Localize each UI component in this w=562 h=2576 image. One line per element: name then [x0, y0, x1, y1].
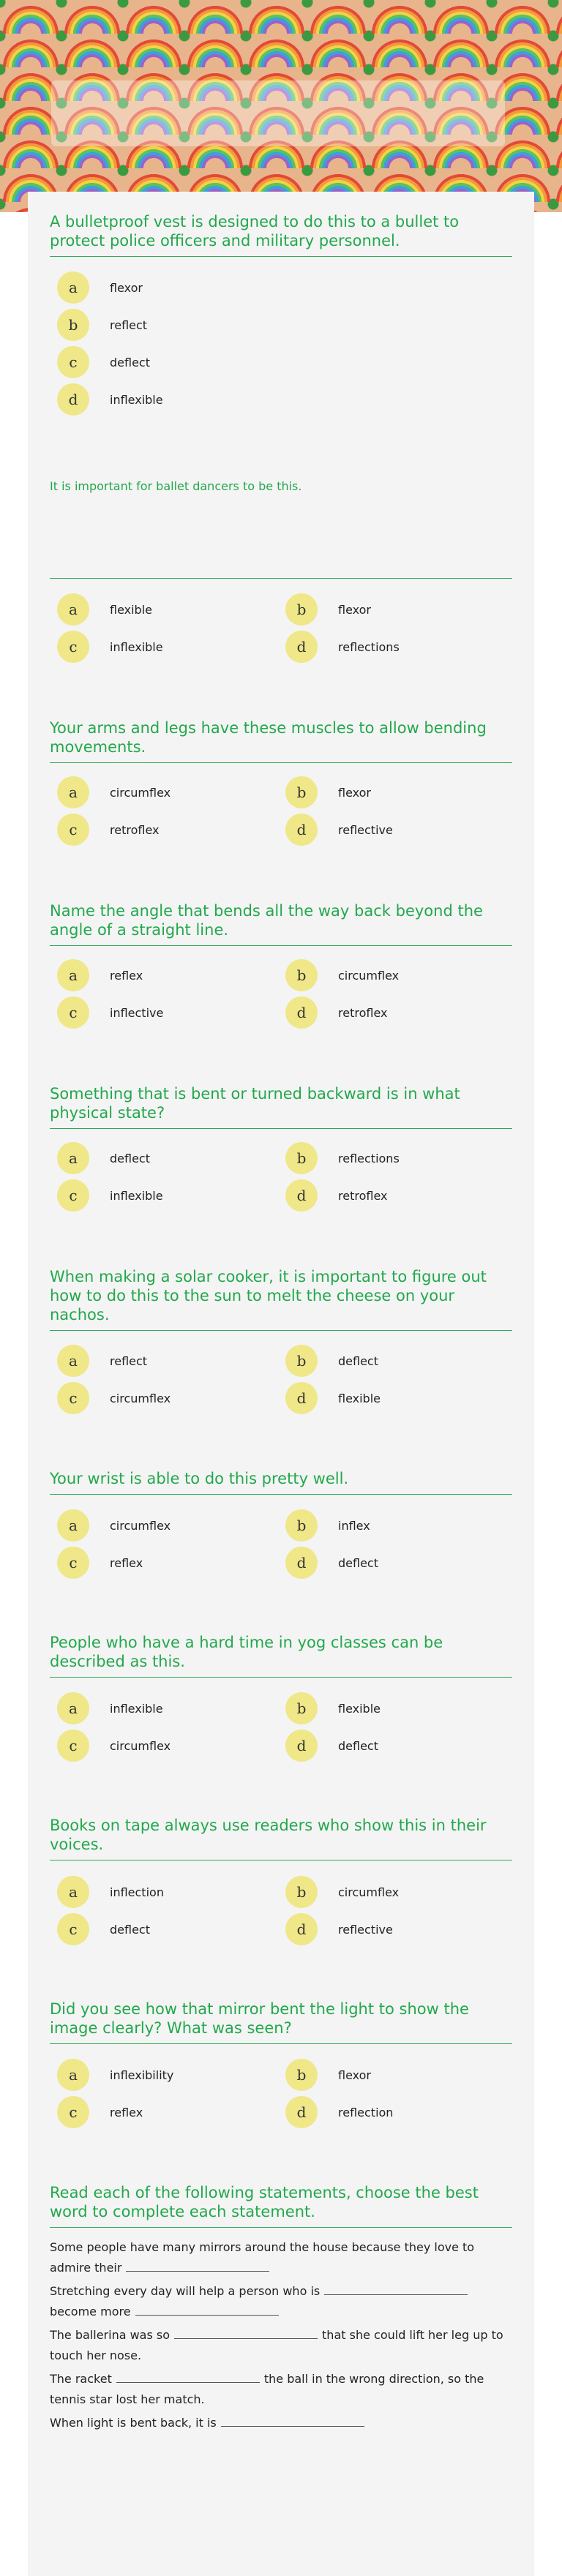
option-b[interactable]	[285, 1142, 400, 1174]
option-letter: c	[57, 631, 89, 663]
option-text: flexor	[338, 785, 371, 800]
statement-text: The racket	[50, 2372, 112, 2386]
option-b[interactable]	[285, 1509, 370, 1542]
option-letter: b	[285, 2059, 318, 2091]
option-d[interactable]	[285, 814, 393, 846]
section-title: Read each of the following statements, choose the best word to complete each statement.	[50, 2183, 512, 2228]
option-text: retroflex	[338, 1005, 388, 1020]
option-text: retroflex	[338, 1188, 388, 1203]
option-c[interactable]	[57, 1382, 171, 1414]
option-letter: b	[57, 309, 89, 341]
question-title: Your arms and legs have these muscles to allow bending movements.	[50, 718, 512, 763]
option-letter: c	[57, 1382, 89, 1414]
question-9	[50, 1816, 512, 1860]
option-text: inflex	[338, 1518, 370, 1533]
option-a[interactable]	[57, 271, 143, 304]
option-text: circumflex	[338, 968, 400, 983]
option-d[interactable]	[285, 1913, 393, 1945]
option-letter: b	[285, 593, 318, 626]
answer-blank[interactable]	[126, 2259, 269, 2272]
option-text: flexor	[110, 280, 143, 295]
question-title: Name the angle that bends all the way back beyond the angle of a straight line.	[50, 901, 512, 946]
question-5	[50, 1084, 512, 1129]
fill-in-sentences	[50, 2237, 512, 2436]
option-c[interactable]	[57, 346, 150, 378]
option-letter: c	[57, 1547, 89, 1579]
option-text: reflective	[338, 822, 393, 837]
question-10	[50, 1999, 512, 2044]
option-c[interactable]	[57, 1179, 163, 1212]
option-letter: a	[57, 959, 89, 991]
option-a[interactable]	[57, 959, 143, 991]
option-c[interactable]	[57, 814, 159, 846]
statement-text: The ballerina was so	[50, 2328, 171, 2342]
option-letter: a	[57, 1345, 89, 1377]
option-c[interactable]	[57, 1913, 150, 1945]
question-title: Something that is bent or turned backward is in what physical state?	[50, 1084, 512, 1129]
option-letter: d	[285, 814, 318, 846]
option-a[interactable]	[57, 1142, 150, 1174]
option-text: reflect	[110, 1353, 148, 1368]
option-letter: c	[57, 1730, 89, 1762]
question-divider	[50, 495, 512, 579]
statement-text: Some people have many mirrors around the house because they love to admire their	[50, 2240, 475, 2275]
option-text: retroflex	[110, 822, 160, 837]
option-letter: a	[57, 271, 89, 304]
option-c[interactable]	[57, 1730, 171, 1762]
option-text: circumflex	[110, 1738, 171, 1753]
option-a[interactable]	[57, 776, 171, 808]
option-b[interactable]	[57, 309, 147, 341]
option-letter: b	[285, 1509, 318, 1542]
option-letter: c	[57, 1179, 89, 1212]
option-text: inflexible	[110, 639, 163, 654]
option-text: inflexible	[110, 392, 163, 407]
option-text: flexible	[338, 1391, 381, 1405]
option-letter: d	[285, 996, 318, 1029]
statement-text: become more	[50, 2305, 131, 2318]
question-title: Did you see how that mirror bent the light to show the image clearly? What was seen?	[50, 1999, 512, 2044]
option-a[interactable]	[57, 1876, 164, 1908]
question-7	[50, 1469, 512, 1495]
question-2	[50, 478, 512, 579]
option-text: reflections	[338, 639, 400, 654]
option-letter: d	[285, 1179, 318, 1212]
answer-blank[interactable]	[221, 2414, 364, 2427]
statement-4	[50, 2369, 512, 2410]
question-title: People who have a hard time in yog classes can be described as this.	[50, 1633, 512, 1678]
option-b[interactable]	[285, 776, 371, 808]
option-a[interactable]	[57, 1692, 163, 1724]
option-letter: a	[57, 1142, 89, 1174]
option-letter: b	[285, 1876, 318, 1908]
question-title: When making a solar cooker, it is important to figure out how to do this to the sun to melt the cheese on your nachos.	[50, 1267, 512, 1331]
answer-blank[interactable]	[174, 2327, 318, 2339]
option-text: deflect	[110, 355, 150, 369]
option-letter: d	[285, 1547, 318, 1579]
question-title: Books on tape always use readers who show this in their voices.	[50, 1816, 512, 1860]
option-text: deflect	[338, 1353, 378, 1368]
option-letter: d	[285, 1730, 318, 1762]
option-text: flexible	[338, 1701, 381, 1716]
answer-blank[interactable]	[135, 2303, 279, 2316]
option-letter: d	[285, 2096, 318, 2128]
statement-text: Stretching every day will help a person who is	[50, 2284, 321, 2298]
statement-5	[50, 2413, 512, 2433]
option-letter: c	[57, 346, 89, 378]
question-3	[50, 718, 512, 763]
option-text: circumflex	[110, 1518, 171, 1533]
question-1	[50, 212, 512, 257]
statement-3	[50, 2325, 512, 2366]
question-6	[50, 1267, 512, 1331]
option-letter: d	[285, 1382, 318, 1414]
option-letter: b	[285, 1345, 318, 1377]
option-letter: c	[57, 996, 89, 1029]
option-d[interactable]	[285, 1179, 387, 1212]
option-text: reflective	[338, 1922, 393, 1937]
question-title: It is important for ballet dancers to be this.	[50, 479, 302, 493]
option-b[interactable]	[285, 593, 371, 626]
option-b[interactable]	[285, 2059, 371, 2091]
option-text: deflect	[338, 1738, 378, 1753]
answer-blank[interactable]	[324, 2283, 468, 2295]
question-8	[50, 1633, 512, 1678]
option-letter: d	[57, 383, 89, 416]
option-letter: a	[57, 2059, 89, 2091]
option-d[interactable]	[285, 1730, 378, 1762]
option-text: reflections	[338, 1151, 400, 1165]
option-letter: b	[285, 776, 318, 808]
option-b[interactable]	[285, 1345, 378, 1377]
option-d[interactable]	[285, 631, 400, 663]
option-letter: a	[57, 593, 89, 626]
option-b[interactable]	[285, 1692, 381, 1724]
option-letter: b	[285, 959, 318, 991]
option-text: flexor	[338, 602, 371, 617]
statement-1	[50, 2237, 512, 2278]
statement-2	[50, 2281, 512, 2322]
option-text: deflect	[110, 1151, 150, 1165]
option-letter: d	[285, 631, 318, 663]
option-text: reflex	[110, 968, 143, 983]
option-a[interactable]	[57, 1345, 147, 1377]
option-text: circumflex	[110, 1391, 171, 1405]
option-d[interactable]	[285, 1547, 378, 1579]
option-text: deflect	[338, 1555, 378, 1570]
option-d[interactable]	[285, 1382, 381, 1414]
question-4	[50, 901, 512, 946]
option-text: flexor	[338, 2068, 371, 2082]
option-text: inflexibility	[110, 2068, 174, 2082]
option-d[interactable]	[57, 383, 163, 416]
fill-in-section	[50, 2183, 512, 2228]
option-text: reflex	[110, 2105, 143, 2119]
option-c[interactable]	[57, 631, 163, 663]
option-letter: a	[57, 776, 89, 808]
banner-title-area	[51, 80, 505, 146]
option-text: circumflex	[110, 785, 171, 800]
option-letter: a	[57, 1509, 89, 1542]
option-text: circumflex	[338, 1885, 400, 1899]
option-text: deflect	[110, 1922, 150, 1937]
option-text: inflection	[110, 1885, 164, 1899]
option-a[interactable]	[57, 593, 152, 626]
statement-text: When light is bent back, it is	[50, 2416, 217, 2430]
option-a[interactable]	[57, 1509, 171, 1542]
option-text: reflect	[110, 318, 148, 332]
option-b[interactable]	[285, 959, 399, 991]
option-letter: d	[285, 1913, 318, 1945]
question-title: A bulletproof vest is designed to do this to a bullet to protect police officers and military personnel.	[50, 212, 512, 257]
option-c[interactable]	[57, 1547, 143, 1579]
option-text: flexible	[110, 602, 152, 617]
option-letter: c	[57, 2096, 89, 2128]
option-letter: b	[285, 1142, 318, 1174]
option-text: inflexible	[110, 1701, 163, 1716]
option-d[interactable]	[285, 2096, 393, 2128]
answer-blank[interactable]	[116, 2370, 260, 2383]
option-text: inflexible	[110, 1188, 163, 1203]
option-c[interactable]	[57, 2096, 143, 2128]
option-b[interactable]	[285, 1876, 399, 1908]
option-text: reflection	[338, 2105, 394, 2119]
option-letter: c	[57, 814, 89, 846]
option-letter: a	[57, 1692, 89, 1724]
option-text: reflex	[110, 1555, 143, 1570]
option-d[interactable]	[285, 996, 387, 1029]
option-a[interactable]	[57, 2059, 173, 2091]
option-letter: b	[285, 1692, 318, 1724]
option-letter: c	[57, 1913, 89, 1945]
question-title: Your wrist is able to do this pretty well.	[50, 1469, 512, 1495]
option-c[interactable]	[57, 996, 163, 1029]
option-text: inflective	[110, 1005, 164, 1020]
statement-text: that she could lift her leg up to touch her nose.	[50, 2328, 503, 2362]
option-letter: a	[57, 1876, 89, 1908]
statement-text: the ball in the wrong direction, so the tennis star lost her match.	[50, 2372, 484, 2406]
